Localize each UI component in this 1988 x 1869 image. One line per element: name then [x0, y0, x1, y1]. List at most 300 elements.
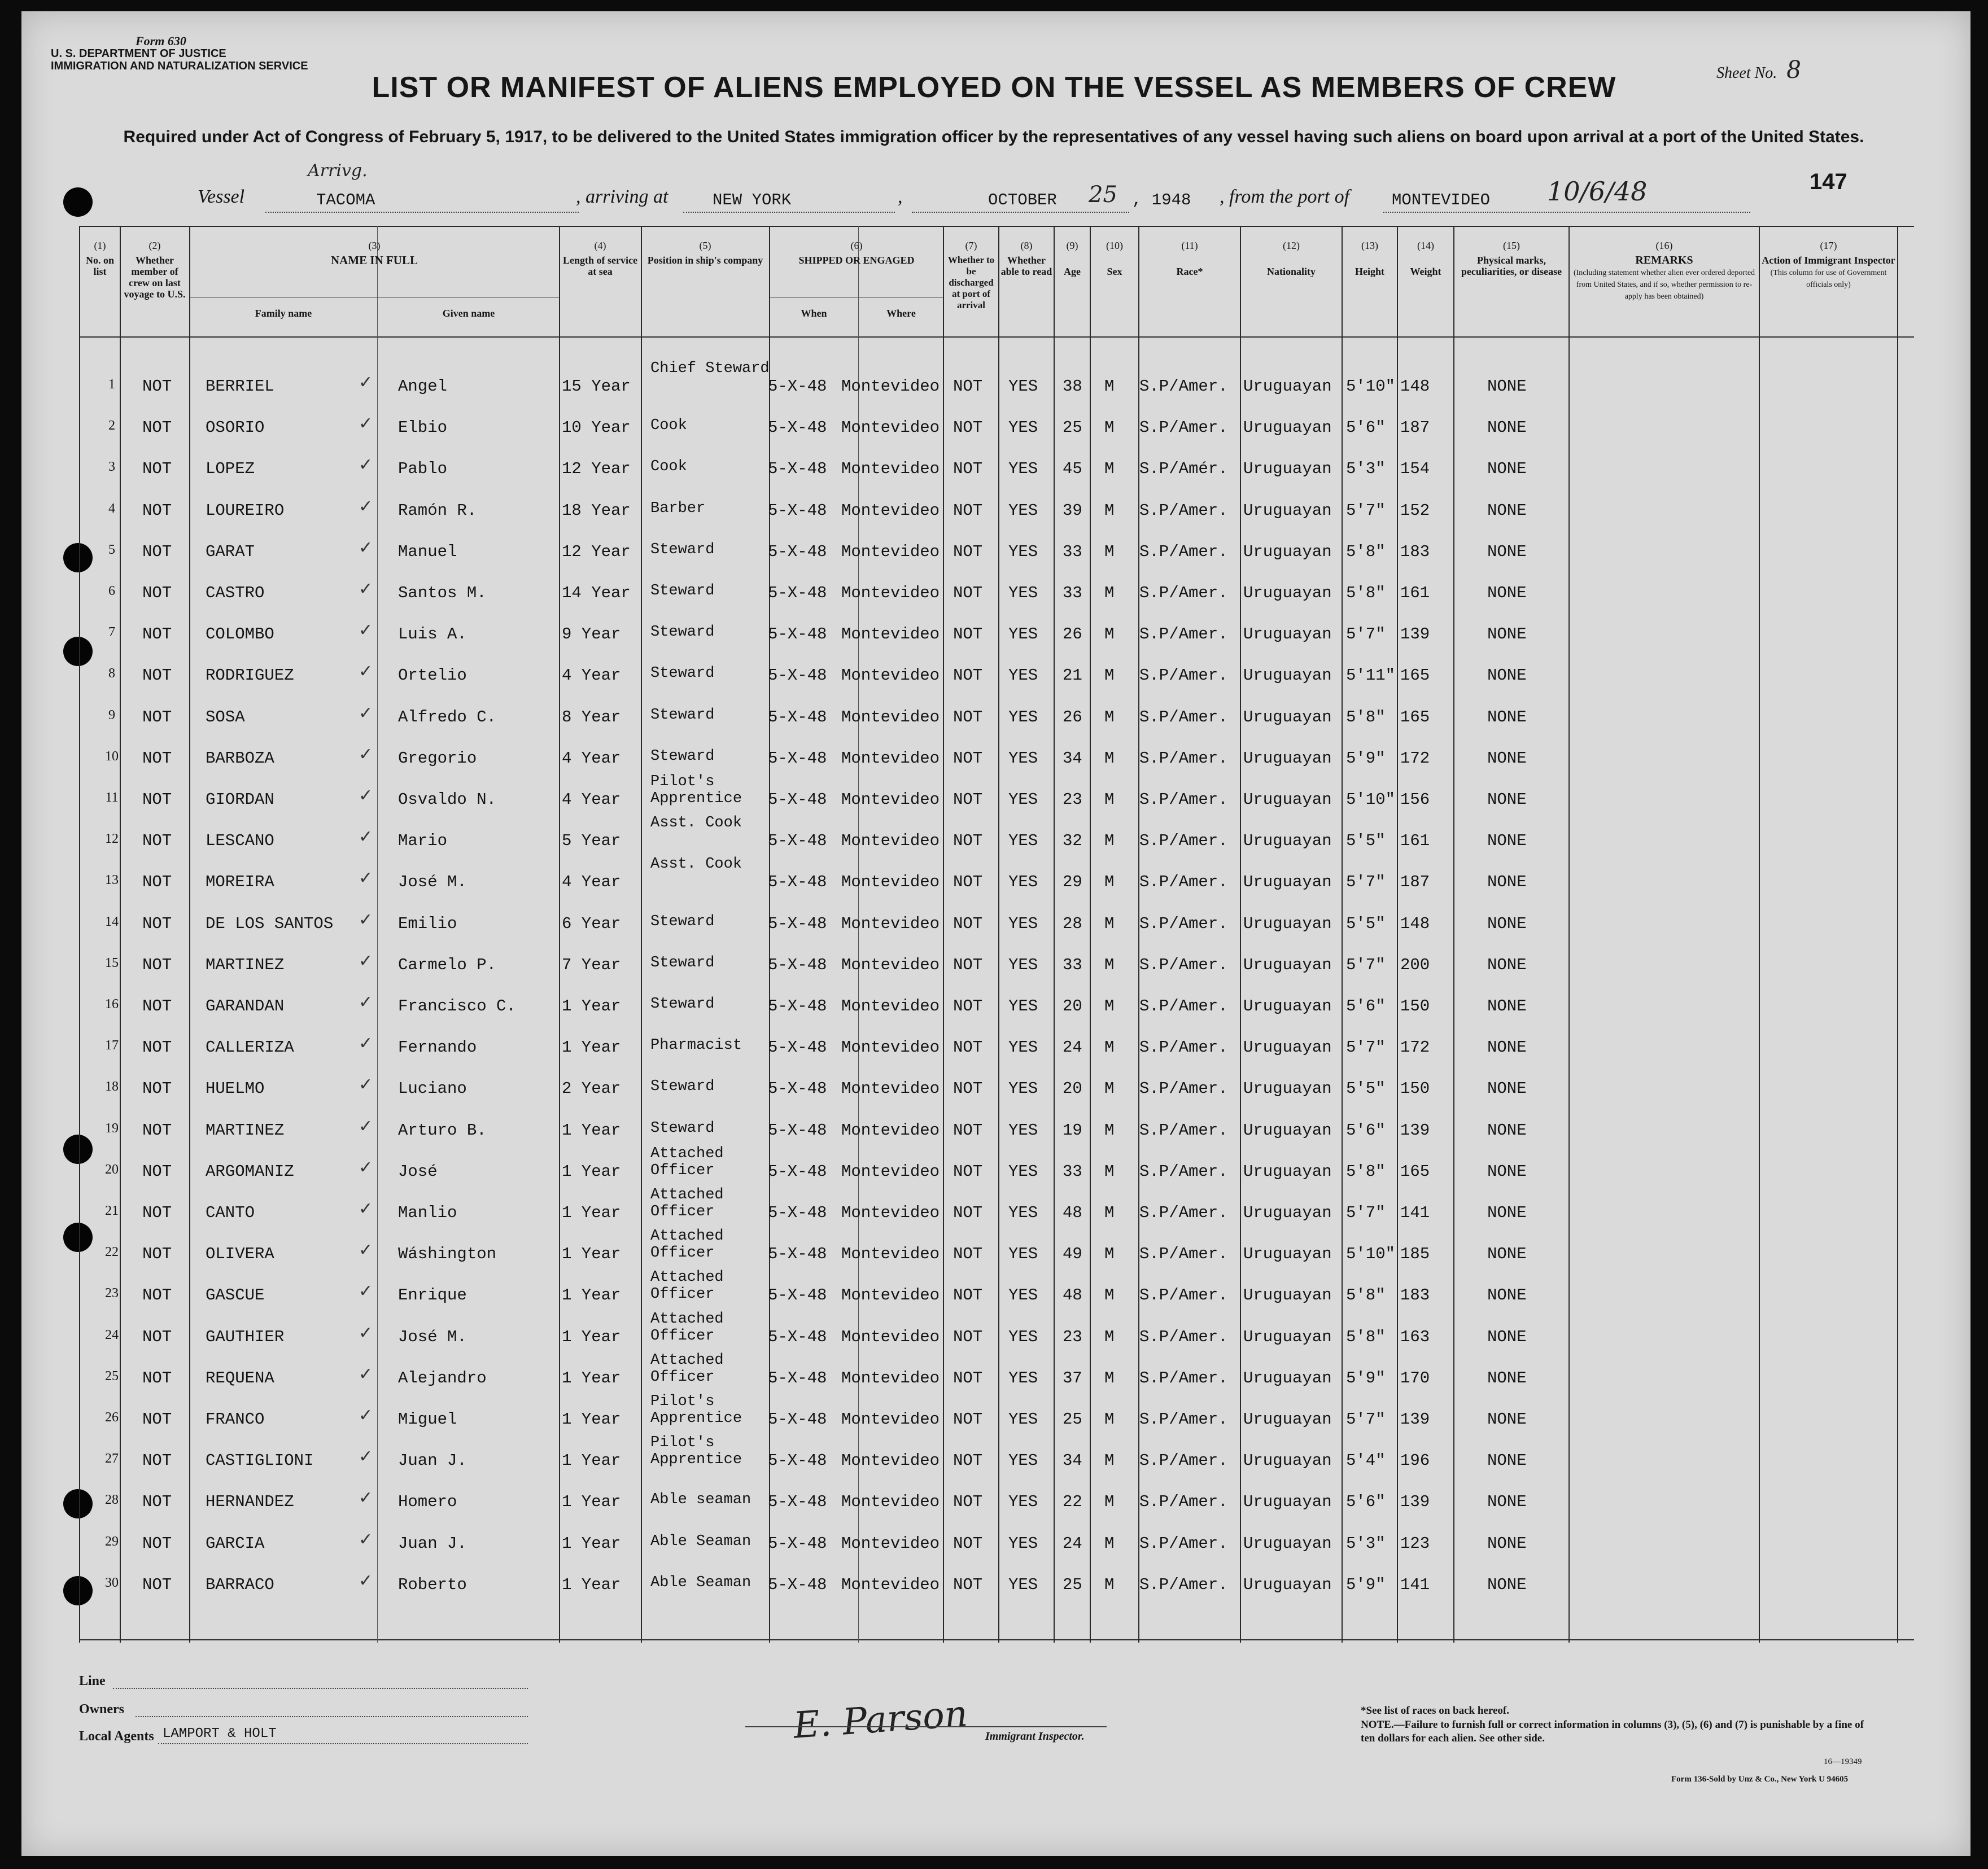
cell-no: 10	[105, 749, 119, 764]
cell-disch: NOT	[953, 790, 983, 809]
cell-when: 5-X-48	[768, 997, 827, 1016]
cell-marks: NONE	[1487, 1410, 1527, 1429]
check-mark-icon: ✓	[359, 1116, 373, 1136]
cell-given: Emilio	[398, 914, 457, 933]
cell-disch: NOT	[953, 914, 983, 933]
cell-family: FRANCO	[206, 1410, 265, 1429]
cell-where: Montevideo	[841, 459, 940, 479]
cell-where: Montevideo	[841, 1203, 940, 1222]
cell-service: 4 Year	[562, 790, 621, 809]
cell-where: Montevideo	[841, 1534, 940, 1553]
cell-given: Homero	[398, 1492, 457, 1512]
cell-age: 22	[1063, 1492, 1082, 1512]
cell-family: CANTO	[206, 1203, 255, 1222]
cell-nat: Uruguayan	[1243, 501, 1332, 520]
cell-age: 26	[1063, 707, 1082, 726]
cell-when: 5-X-48	[768, 501, 827, 520]
cell-marks: NONE	[1487, 542, 1527, 561]
cell-height: 5'8"	[1346, 542, 1386, 561]
cell-sex: M	[1104, 377, 1115, 396]
cell-when: 5-X-48	[768, 707, 827, 726]
cell-given: José M.	[398, 873, 467, 892]
cell-no: 9	[108, 707, 115, 723]
table-row	[79, 815, 1914, 866]
cell-no: 19	[105, 1120, 119, 1136]
cell-service: 14 Year	[562, 584, 631, 602]
cell-weight: 172	[1400, 1038, 1430, 1057]
cell-height: 5'7"	[1346, 1410, 1386, 1429]
cell-nat: Uruguayan	[1243, 418, 1332, 437]
cell-family: GARAT	[206, 542, 255, 561]
cell-service: 12 Year	[562, 542, 631, 561]
cell-no: 24	[105, 1327, 119, 1342]
cell-disch: NOT	[953, 377, 983, 396]
cell-sex: M	[1104, 1038, 1115, 1057]
cell-read: YES	[1008, 1368, 1038, 1387]
cell-disch: NOT	[953, 749, 983, 768]
cell-marks: NONE	[1487, 707, 1527, 726]
cell-height: 5'9"	[1346, 1368, 1386, 1387]
cell-height: 5'7"	[1346, 1038, 1386, 1057]
cell-age: 28	[1063, 914, 1082, 933]
check-mark-icon: ✓	[359, 1240, 373, 1260]
cell-nat: Uruguayan	[1243, 831, 1332, 851]
cell-race: S.P/Amer.	[1139, 1245, 1228, 1264]
table-row	[79, 1571, 1914, 1610]
cell-given: Ramón R.	[398, 501, 477, 520]
cell-given: Osvaldo N.	[398, 790, 497, 809]
cell-race: S.P/Amer.	[1139, 790, 1228, 809]
inspector-label: Immigrant Inspector.	[985, 1730, 1085, 1743]
cell-weight: 183	[1400, 1286, 1430, 1305]
inspector-signature: E. Parson	[792, 1693, 969, 1747]
check-mark-icon: ✓	[359, 414, 373, 434]
col-header-number: (1) No. on list	[85, 240, 114, 277]
cell-marks: NONE	[1487, 1038, 1527, 1057]
cell-weight: 196	[1400, 1451, 1430, 1470]
cell-where: Montevideo	[841, 790, 940, 809]
cell-last: NOT	[142, 831, 172, 851]
cell-age: 37	[1063, 1368, 1082, 1387]
cell-position: Asst. Cook	[650, 815, 742, 832]
cell-when: 5-X-48	[768, 1286, 827, 1305]
cell-position: Steward	[650, 583, 715, 599]
arriving-label: , arriving at	[576, 186, 669, 207]
cell-last: NOT	[142, 625, 172, 644]
cell-last: NOT	[142, 1575, 172, 1594]
check-mark-icon: ✓	[359, 951, 373, 971]
cell-when: 5-X-48	[768, 1492, 827, 1512]
cell-height: 5'8"	[1346, 1162, 1386, 1181]
col-header-nationality: (12) Nationality	[1266, 240, 1316, 277]
col-header-shipped: (6) SHIPPED OR ENGAGED	[798, 240, 915, 266]
cell-service: 1 Year	[562, 1534, 621, 1553]
sheet-number-value: 8	[1786, 54, 1801, 84]
cell-family: LOPEZ	[206, 459, 255, 479]
cell-service: 1 Year	[562, 1492, 621, 1512]
cell-last: NOT	[142, 1079, 172, 1098]
cell-read: YES	[1008, 1245, 1038, 1264]
cell-read: YES	[1008, 955, 1038, 974]
cell-position: Steward	[650, 665, 715, 682]
cell-disch: NOT	[953, 542, 983, 561]
table-row	[79, 773, 1914, 825]
cell-where: Montevideo	[841, 1368, 940, 1387]
cell-height: 5'7"	[1346, 625, 1386, 644]
cell-last: NOT	[142, 790, 172, 809]
cell-family: LESCANO	[206, 831, 274, 851]
cell-race: S.P/Amer.	[1139, 997, 1228, 1016]
cell-where: Montevideo	[841, 666, 940, 685]
cell-weight: 139	[1400, 625, 1430, 644]
cell-weight: 161	[1400, 584, 1430, 602]
owners-label: Owners	[79, 1702, 124, 1717]
cell-weight: 123	[1400, 1534, 1430, 1553]
cell-service: 5 Year	[562, 831, 621, 851]
arrival-day: 25	[1089, 182, 1117, 208]
cell-where: Montevideo	[841, 914, 940, 933]
cell-last: NOT	[142, 1162, 172, 1181]
cell-height: 5'8"	[1346, 584, 1386, 602]
cell-age: 48	[1063, 1203, 1082, 1222]
cell-race: S.P/Amer.	[1139, 955, 1228, 974]
cell-age: 23	[1063, 790, 1082, 809]
cell-position: Steward	[650, 541, 715, 558]
cell-given: Juan J.	[398, 1451, 467, 1470]
cell-no: 27	[105, 1451, 119, 1467]
col-header-last-voyage: (2) Whether member of crew on last voyage to U.S.	[124, 240, 186, 300]
cell-service: 4 Year	[562, 749, 621, 768]
from-port-label: , from the port of	[1220, 186, 1350, 207]
cell-race: S.P/Amer.	[1139, 584, 1228, 602]
col-header-service: (4) Length of service at sea	[563, 240, 637, 277]
cell-age: 21	[1063, 666, 1082, 685]
cell-race: S.P/Amer.	[1139, 625, 1228, 644]
cell-position: Pilot's Apprentice	[650, 773, 742, 807]
cell-height: 5'5"	[1346, 831, 1386, 851]
check-mark-icon: ✓	[359, 1075, 373, 1095]
arrival-month: OCTOBER	[988, 191, 1057, 209]
table-row	[79, 414, 1914, 453]
cell-where: Montevideo	[841, 955, 940, 974]
cell-marks: NONE	[1487, 955, 1527, 974]
cell-nat: Uruguayan	[1243, 1286, 1332, 1305]
cell-service: 1 Year	[562, 1410, 621, 1429]
cell-where: Montevideo	[841, 501, 940, 520]
cell-where: Montevideo	[841, 831, 940, 851]
cell-given: José	[398, 1162, 438, 1181]
cell-where: Montevideo	[841, 1575, 940, 1594]
cell-read: YES	[1008, 542, 1038, 561]
cell-when: 5-X-48	[768, 831, 827, 851]
col-header-weight: (14) Weight	[1410, 240, 1441, 277]
cell-sex: M	[1104, 418, 1115, 437]
cell-weight: 150	[1400, 997, 1430, 1016]
cell-given: Arturo B.	[398, 1120, 487, 1140]
cell-read: YES	[1008, 873, 1038, 892]
check-mark-icon: ✓	[359, 868, 373, 888]
cell-where: Montevideo	[841, 1286, 940, 1305]
cell-weight: 152	[1400, 501, 1430, 520]
cell-read: YES	[1008, 831, 1038, 851]
cell-read: YES	[1008, 997, 1038, 1016]
cell-read: YES	[1008, 1038, 1038, 1057]
cell-position: Chief Steward	[650, 360, 770, 377]
col-header-position: (5) Position in ship's company	[647, 240, 763, 266]
cell-nat: Uruguayan	[1243, 955, 1332, 974]
cell-last: NOT	[142, 501, 172, 520]
cell-race: S.P/Amer.	[1139, 1534, 1228, 1553]
cell-marks: NONE	[1487, 584, 1527, 602]
cell-race: S.P/Amer.	[1139, 831, 1228, 851]
cell-service: 10 Year	[562, 418, 631, 437]
cell-disch: NOT	[953, 1368, 983, 1387]
check-mark-icon: ✓	[359, 786, 373, 806]
check-mark-icon: ✓	[359, 1570, 373, 1591]
cell-disch: NOT	[953, 666, 983, 685]
cell-disch: NOT	[953, 1410, 983, 1429]
cell-age: 20	[1063, 997, 1082, 1016]
cell-weight: 139	[1400, 1492, 1430, 1512]
cell-sex: M	[1104, 749, 1115, 768]
cell-when: 5-X-48	[768, 1327, 827, 1346]
cell-family: GARCIA	[206, 1534, 265, 1553]
check-mark-icon: ✓	[359, 992, 373, 1012]
cell-when: 5-X-48	[768, 1038, 827, 1057]
cell-nat: Uruguayan	[1243, 1534, 1332, 1553]
check-mark-icon: ✓	[359, 1529, 373, 1550]
cell-where: Montevideo	[841, 873, 940, 892]
cell-no: 11	[105, 790, 119, 805]
cell-sex: M	[1104, 1162, 1115, 1181]
cell-age: 25	[1063, 418, 1082, 437]
cell-where: Montevideo	[841, 584, 940, 602]
cell-service: 18 Year	[562, 501, 631, 520]
cell-height: 5'4"	[1346, 1451, 1386, 1470]
cell-race: S.P/Amer.	[1139, 542, 1228, 561]
cell-disch: NOT	[953, 1203, 983, 1222]
cell-height: 5'6"	[1346, 1492, 1386, 1512]
cell-where: Montevideo	[841, 1451, 940, 1470]
cell-weight: 183	[1400, 542, 1430, 561]
cell-no: 30	[105, 1575, 119, 1590]
cell-service: 9 Year	[562, 625, 621, 644]
cell-position: Able seaman	[650, 1491, 751, 1509]
cell-no: 26	[105, 1410, 119, 1425]
cell-race: S.P/Amer.	[1139, 1286, 1228, 1305]
cell-position: Steward	[650, 624, 715, 641]
cell-no: 14	[105, 914, 119, 929]
table-row	[79, 1269, 1914, 1321]
cell-height: 5'9"	[1346, 749, 1386, 768]
table-row	[79, 1530, 1914, 1569]
cell-last: NOT	[142, 707, 172, 726]
check-mark-icon: ✓	[359, 496, 373, 517]
cell-position: Attached Officer	[650, 1269, 724, 1303]
col-header-remarks: (16) REMARKS (Including statement whether alien ever ordered deported from United States, and if so, whether permission to re-apply has been obtained)	[1573, 240, 1755, 301]
cell-sex: M	[1104, 542, 1115, 561]
cell-family: CASTIGLIONI	[206, 1451, 314, 1470]
cell-when: 5-X-48	[768, 666, 827, 685]
cell-race: S.P/Amer.	[1139, 501, 1228, 520]
cell-age: 45	[1063, 459, 1082, 479]
col-header-race: (11) Race*	[1176, 240, 1203, 277]
cell-race: S.P/Amer.	[1139, 377, 1228, 396]
table-row	[79, 579, 1914, 619]
cell-race: S.P/Amer.	[1139, 707, 1228, 726]
cell-marks: NONE	[1487, 459, 1527, 479]
cell-marks: NONE	[1487, 1327, 1527, 1346]
cell-sex: M	[1104, 831, 1115, 851]
cell-weight: 156	[1400, 790, 1430, 809]
table-row	[79, 856, 1914, 908]
cell-no: 3	[108, 459, 115, 475]
col-header-given-name: Given name	[442, 308, 495, 319]
cell-disch: NOT	[953, 1575, 983, 1594]
cell-last: NOT	[142, 666, 172, 685]
cell-service: 4 Year	[562, 873, 621, 892]
cell-race: S.P/Amer.	[1139, 1451, 1228, 1470]
cell-race: S.P/Amer.	[1139, 1120, 1228, 1140]
cell-race: S.P/Amer.	[1139, 873, 1228, 892]
table-row	[79, 360, 1914, 412]
cell-given: Enrique	[398, 1286, 467, 1305]
cell-read: YES	[1008, 707, 1038, 726]
cell-sex: M	[1104, 914, 1115, 933]
cell-marks: NONE	[1487, 1079, 1527, 1098]
cell-age: 49	[1063, 1245, 1082, 1264]
cell-weight: 161	[1400, 831, 1430, 851]
cell-last: NOT	[142, 1327, 172, 1346]
cell-height: 5'3"	[1346, 1534, 1386, 1553]
cell-race: S.P/Amer.	[1139, 749, 1228, 768]
cell-age: 33	[1063, 584, 1082, 602]
cell-given: Wáshington	[398, 1245, 497, 1264]
col-header-marks: (15) Physical marks, peculiarities, or disease	[1461, 240, 1562, 277]
cell-when: 5-X-48	[768, 625, 827, 644]
cell-where: Montevideo	[841, 1245, 940, 1264]
cell-marks: NONE	[1487, 1162, 1527, 1181]
cell-position: Pharmacist	[650, 1037, 742, 1054]
cell-position: Steward	[650, 996, 715, 1013]
sheet-number-label: Sheet No.	[1716, 64, 1777, 82]
cell-last: NOT	[142, 1038, 172, 1057]
cell-when: 5-X-48	[768, 418, 827, 437]
cell-last: NOT	[142, 542, 172, 561]
col-header-where: Where	[886, 308, 916, 319]
cell-disch: NOT	[953, 1079, 983, 1098]
cell-nat: Uruguayan	[1243, 873, 1332, 892]
cell-last: NOT	[142, 377, 172, 396]
cell-service: 12 Year	[562, 459, 631, 479]
cell-age: 34	[1063, 749, 1082, 768]
cell-no: 17	[105, 1038, 119, 1053]
table-row	[79, 1310, 1914, 1363]
cell-position: Able Seaman	[650, 1533, 751, 1550]
cell-race: S.P/Amer.	[1139, 914, 1228, 933]
cell-race: S.P/Amér.	[1139, 459, 1228, 479]
cell-read: YES	[1008, 377, 1038, 396]
cell-age: 24	[1063, 1534, 1082, 1553]
cell-read: YES	[1008, 1575, 1038, 1594]
cell-age: 33	[1063, 1162, 1082, 1181]
cell-read: YES	[1008, 666, 1038, 685]
cell-height: 5'7"	[1346, 1203, 1386, 1222]
department: U. S. DEPARTMENT OF JUSTICE	[51, 47, 226, 60]
cell-family: BARBOZA	[206, 749, 274, 768]
cell-family: MOREIRA	[206, 873, 274, 892]
cell-sex: M	[1104, 666, 1115, 685]
cell-height: 5'5"	[1346, 914, 1386, 933]
cell-marks: NONE	[1487, 1286, 1527, 1305]
cell-age: 48	[1063, 1286, 1082, 1305]
table-row	[79, 1075, 1914, 1114]
cell-given: Santos M.	[398, 584, 487, 602]
cell-sex: M	[1104, 1203, 1115, 1222]
cell-no: 20	[105, 1162, 119, 1177]
cell-race: S.P/Amer.	[1139, 418, 1228, 437]
check-mark-icon: ✓	[359, 373, 373, 392]
table-row	[79, 1434, 1914, 1486]
vessel-name: TACOMA	[316, 191, 375, 209]
cell-sex: M	[1104, 584, 1115, 602]
cell-disch: NOT	[953, 873, 983, 892]
cell-read: YES	[1008, 914, 1038, 933]
cell-family: ARGOMANIZ	[206, 1162, 294, 1181]
cell-given: Manuel	[398, 542, 457, 561]
cell-nat: Uruguayan	[1243, 707, 1332, 726]
cell-disch: NOT	[953, 1327, 983, 1346]
cell-nat: Uruguayan	[1243, 542, 1332, 561]
cell-sex: M	[1104, 459, 1115, 479]
table-row	[79, 1228, 1914, 1280]
cell-nat: Uruguayan	[1243, 1079, 1332, 1098]
cell-nat: Uruguayan	[1243, 1410, 1332, 1429]
cell-sex: M	[1104, 955, 1115, 974]
cell-nat: Uruguayan	[1243, 1245, 1332, 1264]
cell-position: Steward	[650, 706, 715, 724]
cell-disch: NOT	[953, 501, 983, 520]
cell-no: 8	[108, 666, 115, 681]
cell-sex: M	[1104, 790, 1115, 809]
cell-given: Angel	[398, 377, 448, 396]
cell-height: 5'8"	[1346, 707, 1386, 726]
cell-position: Attached Officer	[650, 1228, 724, 1262]
cell-no: 13	[105, 873, 119, 888]
cell-marks: NONE	[1487, 831, 1527, 851]
cell-family: SOSA	[206, 707, 245, 726]
cell-no: 1	[108, 377, 115, 392]
races-note: *See list of races on back hereof.	[1361, 1705, 1509, 1717]
table-row	[79, 1145, 1914, 1197]
cell-where: Montevideo	[841, 1038, 940, 1057]
cell-race: S.P/Amer.	[1139, 1368, 1228, 1387]
check-mark-icon: ✓	[359, 909, 373, 930]
cell-when: 5-X-48	[768, 1079, 827, 1098]
cell-sex: M	[1104, 1575, 1115, 1594]
cell-position: Cook	[650, 417, 687, 435]
cell-weight: 163	[1400, 1327, 1430, 1346]
cell-weight: 172	[1400, 749, 1430, 768]
cell-read: YES	[1008, 1492, 1038, 1512]
cell-given: José M.	[398, 1327, 467, 1346]
cell-weight: 170	[1400, 1368, 1430, 1387]
check-mark-icon: ✓	[359, 662, 373, 682]
cell-age: 26	[1063, 625, 1082, 644]
cell-marks: NONE	[1487, 914, 1527, 933]
cell-position: Attached Officer	[650, 1310, 724, 1345]
cell-family: MARTINEZ	[206, 955, 285, 974]
